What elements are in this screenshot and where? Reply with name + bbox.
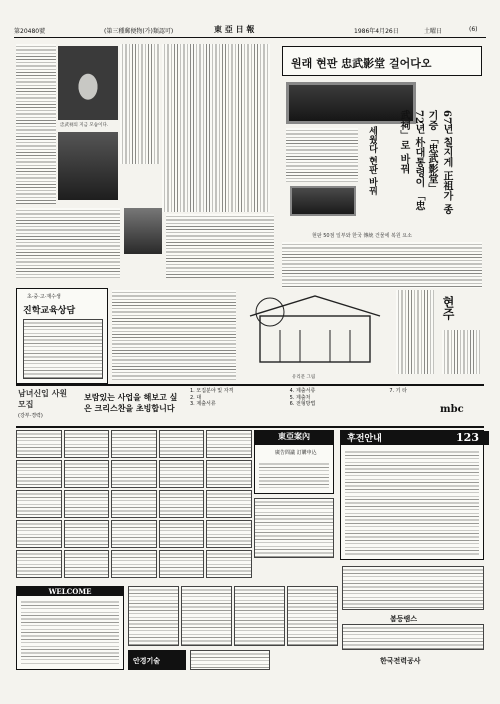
program-item-3: 3. 제출서류 — [190, 401, 216, 407]
page-number: (6) — [469, 26, 478, 33]
classified-grid-left — [16, 430, 252, 580]
donga-guide-title: 東亞案內 — [255, 431, 333, 445]
recruit-title-box — [18, 388, 72, 426]
academy-title: 진학교육상담 — [23, 306, 76, 316]
program-item-6: 6. 전형방법 — [289, 401, 316, 407]
article-vertical-text-2 — [162, 44, 270, 212]
issue-day: 土曜日 — [424, 28, 443, 35]
right-vertical-text — [396, 290, 434, 374]
feature-bottom-text — [282, 242, 482, 288]
article-vertical-text — [120, 44, 160, 164]
feature-title: 원래 현판 忠武影堂 걸어다오 — [291, 57, 432, 70]
vertical-headline-3: 세웠다 현판 바꿔 — [367, 126, 377, 196]
guide-number: 123 — [456, 431, 479, 444]
mbs-logo: mbc — [440, 404, 464, 415]
issue-date: 1986年4月26日 — [354, 28, 399, 35]
academy-ad — [16, 288, 108, 384]
portrait-photo — [124, 208, 162, 254]
vertical-headline-2: 72년 朴대통령이 「忠武祠」로 바꿔 — [398, 110, 424, 211]
recruit-title: 남녀신입 사원모집 — [18, 388, 68, 409]
side-text — [442, 330, 480, 374]
left-lower-text — [16, 208, 120, 278]
donga-guide-sub: 廣告問議 訂購申込 — [275, 450, 317, 456]
illustration-caption: 유리문 그림 — [292, 375, 316, 380]
signboard-photo-2 — [290, 186, 356, 216]
academy-sub: 초·중·고·재수생 — [27, 294, 61, 300]
guide-title: 후전안내 — [341, 431, 489, 445]
side-headline: 현주 — [441, 296, 455, 320]
vertical-headline-1: 67년 칠지게 正祖가 종 기증 「忠武影堂」 — [426, 110, 452, 215]
guide-box — [340, 430, 484, 560]
drawing-illustration — [240, 290, 390, 372]
donga-guide-box — [254, 430, 334, 494]
classified-rule — [16, 426, 484, 428]
masthead — [14, 24, 486, 38]
bottom-ad-grid — [128, 586, 338, 646]
feature-subtitle: 현판 50점 일부와 한국 傳統 건물에 복원 요소 — [312, 233, 412, 239]
left-text-column — [16, 44, 56, 204]
center-middle-text — [112, 290, 236, 380]
welcome-ad — [16, 586, 124, 670]
academy-body — [23, 319, 103, 379]
bell-photo — [58, 46, 118, 120]
section-rule — [16, 384, 484, 386]
center-lower-text — [166, 214, 274, 278]
classified-cell — [254, 498, 334, 558]
program-item-5: 5. 제출처 — [289, 394, 311, 401]
postal-notice: (第三種郵便物(가)類認可) — [104, 28, 174, 35]
issue-number: 第20480號 — [14, 28, 46, 35]
photo-caption: 忠武祠의 지금 모습이다. — [60, 123, 109, 128]
newspaper-title: 東 亞 日 報 — [214, 24, 255, 34]
program-item-1: 1. 모집분야 및 자격 — [190, 388, 234, 394]
program-item-7: 7. 기 타 — [389, 388, 407, 394]
group-photo — [58, 132, 118, 200]
recruit-body: 보람있는 사업을 해보고 싶은 크리스찬을 초빙합니다 — [84, 392, 178, 413]
lamp-ad: 봄등램스 — [390, 614, 418, 623]
safety-ad — [128, 650, 186, 670]
welcome-title: WELCOME — [17, 587, 123, 596]
feature-body-text — [286, 128, 358, 182]
program-item-4: 4. 제출서류 — [289, 388, 316, 394]
kepco-ad: 한국전력공사 — [380, 656, 421, 665]
recruit-sub: (강부·경력) — [18, 413, 43, 419]
program-item-2: 2. 대 — [190, 394, 202, 401]
feature-header — [282, 46, 482, 76]
safety-title: 안경기술 — [133, 656, 161, 665]
